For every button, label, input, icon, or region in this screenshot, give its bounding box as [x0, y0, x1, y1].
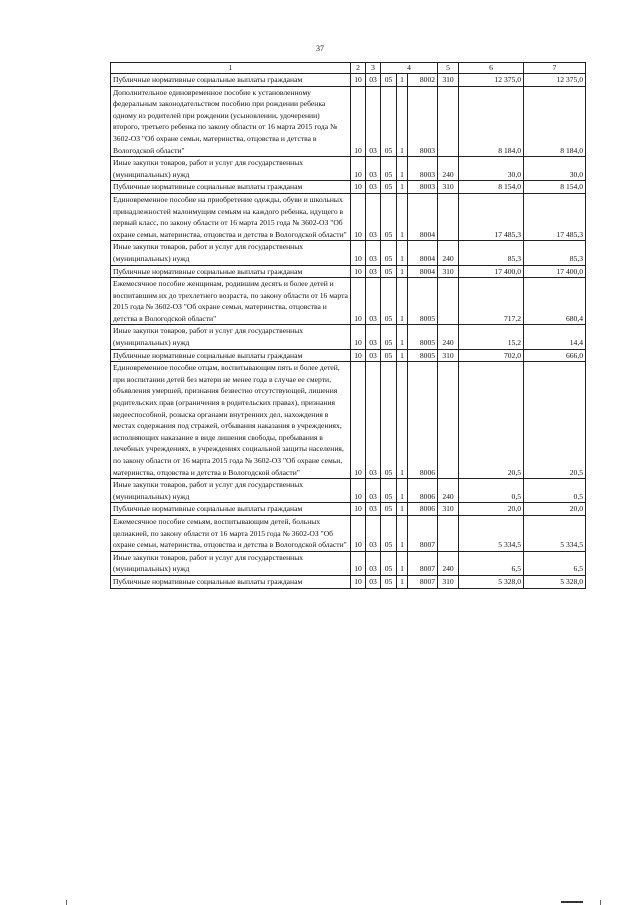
row-subsection-cell: 03	[366, 503, 381, 516]
row-direction-cell: 8005	[408, 278, 438, 325]
row-subprogram-cell: 1	[397, 575, 408, 588]
row-subsection-cell: 03	[366, 325, 381, 349]
scan-mark	[561, 901, 583, 903]
row-name-cell: Ежемесячное пособие женщинам, родившим десять и более детей и воспитавшим их до трехлетнего возраста, по закону области от 16 марта 2015 года № 3602-ОЗ "Об охране семьи, материнства, отцовства и детства в Вологодской области"	[111, 278, 351, 325]
row-name-cell: Иные закупки товаров, работ и услуг для государственных (муниципальных) нужд	[111, 325, 351, 349]
row-subprogram-cell: 1	[397, 349, 408, 362]
row-section-cell: 10	[351, 241, 366, 265]
row-name-cell: Иные закупки товаров, работ и услуг для государственных (муниципальных) нужд	[111, 479, 351, 503]
row-subprogram-cell: 1	[397, 157, 408, 181]
row-amount-year1-cell: 702,0	[459, 349, 524, 362]
row-amount-year2-cell: 6,5	[524, 551, 586, 575]
row-expense-type-cell: 310	[438, 181, 459, 194]
row-direction-cell: 8004	[408, 241, 438, 265]
row-amount-year2-cell: 20,0	[524, 503, 586, 516]
row-program-cell: 05	[381, 503, 397, 516]
row-section-cell: 10	[351, 325, 366, 349]
row-amount-year2-cell: 17 485,3	[524, 193, 586, 240]
row-program-cell: 05	[381, 181, 397, 194]
row-expense-type-cell	[438, 362, 459, 479]
row-subsection-cell: 03	[366, 181, 381, 194]
row-name-cell: Дополнительное единовременное пособие к установленному федеральным законодательством пособию при рождении ребенка одному из родителей при рождении (усыновлении, удочерении) второго, третьего ребенка по закону области от 16 марта 2015 года № 3602-ОЗ "Об охране семьи, материнства, отцовства и детства в Вологодской области"	[111, 86, 351, 157]
row-amount-year1-cell: 15,2	[459, 325, 524, 349]
row-amount-year1-cell: 17 400,0	[459, 265, 524, 278]
row-program-cell: 05	[381, 193, 397, 240]
row-program-cell: 05	[381, 479, 397, 503]
table-row	[111, 479, 586, 503]
table-row	[111, 362, 586, 479]
row-section-cell: 10	[351, 181, 366, 194]
row-direction-cell: 8005	[408, 325, 438, 349]
row-program-cell: 05	[381, 362, 397, 479]
row-expense-type-cell: 240	[438, 241, 459, 265]
row-expense-type-cell	[438, 278, 459, 325]
row-name-cell: Публичные нормативные социальные выплаты гражданам	[111, 74, 351, 87]
table-row	[111, 503, 586, 516]
table-row	[111, 265, 586, 278]
row-expense-type-cell	[438, 86, 459, 157]
table-row	[111, 551, 586, 575]
row-subsection-cell: 03	[366, 349, 381, 362]
row-amount-year1-cell: 8 154,0	[459, 181, 524, 194]
row-name-cell: Иные закупки товаров, работ и услуг для государственных (муниципальных) нужд	[111, 551, 351, 575]
header-cell: 1	[111, 63, 351, 74]
row-subprogram-cell: 1	[397, 551, 408, 575]
row-amount-year1-cell: 717,2	[459, 278, 524, 325]
row-subprogram-cell: 1	[397, 362, 408, 479]
row-subsection-cell: 03	[366, 193, 381, 240]
row-amount-year1-cell: 0,5	[459, 479, 524, 503]
table-body	[111, 63, 586, 589]
row-amount-year1-cell: 20,0	[459, 503, 524, 516]
row-direction-cell: 8003	[408, 157, 438, 181]
row-section-cell: 10	[351, 515, 366, 551]
row-subsection-cell: 03	[366, 515, 381, 551]
row-direction-cell: 8004	[408, 265, 438, 278]
row-amount-year2-cell: 30,0	[524, 157, 586, 181]
row-subprogram-cell: 1	[397, 503, 408, 516]
row-direction-cell: 8002	[408, 74, 438, 87]
row-amount-year2-cell: 666,0	[524, 349, 586, 362]
row-expense-type-cell	[438, 193, 459, 240]
row-name-cell: Ежемесячное пособие семьям, воспитывающим детей, больных целиакией, по закону области от 16 марта 2015 года № 3602-ОЗ "Об охране семьи, материнства, отцовства и детства в Вологодской области"	[111, 515, 351, 551]
row-expense-type-cell: 240	[438, 157, 459, 181]
row-amount-year1-cell: 12 375,0	[459, 74, 524, 87]
row-amount-year1-cell: 6,5	[459, 551, 524, 575]
header-cell: 4	[381, 63, 438, 74]
row-subprogram-cell: 1	[397, 181, 408, 194]
row-amount-year2-cell: 680,4	[524, 278, 586, 325]
row-amount-year2-cell: 12 375,0	[524, 74, 586, 87]
header-cell: 5	[438, 63, 459, 74]
table-row	[111, 515, 586, 551]
row-subsection-cell: 03	[366, 157, 381, 181]
row-amount-year2-cell: 5 328,0	[524, 575, 586, 588]
row-direction-cell: 8005	[408, 349, 438, 362]
table-header-row	[111, 63, 586, 74]
row-subsection-cell: 03	[366, 479, 381, 503]
row-direction-cell: 8003	[408, 181, 438, 194]
table-row	[111, 86, 586, 157]
row-amount-year1-cell: 17 485,3	[459, 193, 524, 240]
row-subsection-cell: 03	[366, 86, 381, 157]
budget-table	[110, 62, 586, 589]
row-name-cell: Публичные нормативные социальные выплаты гражданам	[111, 181, 351, 194]
row-subprogram-cell: 1	[397, 74, 408, 87]
table-row	[111, 349, 586, 362]
row-name-cell: Публичные нормативные социальные выплаты гражданам	[111, 575, 351, 588]
row-amount-year2-cell: 85,3	[524, 241, 586, 265]
row-program-cell: 05	[381, 515, 397, 551]
row-section-cell: 10	[351, 74, 366, 87]
row-amount-year1-cell: 8 184,0	[459, 86, 524, 157]
row-section-cell: 10	[351, 193, 366, 240]
row-expense-type-cell: 310	[438, 265, 459, 278]
row-subprogram-cell: 1	[397, 193, 408, 240]
row-subprogram-cell: 1	[397, 265, 408, 278]
row-program-cell: 05	[381, 265, 397, 278]
row-amount-year2-cell: 5 334,5	[524, 515, 586, 551]
row-amount-year2-cell: 20,5	[524, 362, 586, 479]
row-amount-year1-cell: 5 328,0	[459, 575, 524, 588]
row-expense-type-cell: 310	[438, 503, 459, 516]
row-amount-year1-cell: 5 334,5	[459, 515, 524, 551]
row-subsection-cell: 03	[366, 74, 381, 87]
row-program-cell: 05	[381, 74, 397, 87]
row-section-cell: 10	[351, 157, 366, 181]
row-section-cell: 10	[351, 362, 366, 479]
row-direction-cell: 8004	[408, 193, 438, 240]
header-cell: 3	[366, 63, 381, 74]
table-row	[111, 74, 586, 87]
table-row	[111, 181, 586, 194]
row-name-cell: Публичные нормативные социальные выплаты гражданам	[111, 349, 351, 362]
row-subprogram-cell: 1	[397, 479, 408, 503]
row-amount-year2-cell: 17 400,0	[524, 265, 586, 278]
row-section-cell: 10	[351, 278, 366, 325]
row-program-cell: 05	[381, 157, 397, 181]
row-direction-cell: 8006	[408, 479, 438, 503]
row-subsection-cell: 03	[366, 241, 381, 265]
table-row	[111, 278, 586, 325]
row-subprogram-cell: 1	[397, 241, 408, 265]
table-row	[111, 157, 586, 181]
row-subprogram-cell: 1	[397, 278, 408, 325]
row-subsection-cell: 03	[366, 551, 381, 575]
row-direction-cell: 8006	[408, 503, 438, 516]
row-section-cell: 10	[351, 503, 366, 516]
table-row	[111, 325, 586, 349]
row-section-cell: 10	[351, 575, 366, 588]
row-subprogram-cell: 1	[397, 86, 408, 157]
row-direction-cell: 8006	[408, 362, 438, 479]
row-subsection-cell: 03	[366, 362, 381, 479]
row-program-cell: 05	[381, 241, 397, 265]
row-direction-cell: 8007	[408, 515, 438, 551]
row-name-cell: Иные закупки товаров, работ и услуг для государственных (муниципальных) нужд	[111, 241, 351, 265]
row-expense-type-cell: 240	[438, 551, 459, 575]
table-row	[111, 193, 586, 240]
row-amount-year2-cell: 14,4	[524, 325, 586, 349]
table-row	[111, 575, 586, 588]
row-expense-type-cell: 310	[438, 74, 459, 87]
row-program-cell: 05	[381, 278, 397, 325]
row-amount-year2-cell: 8 154,0	[524, 181, 586, 194]
row-amount-year1-cell: 20,5	[459, 362, 524, 479]
header-cell: 6	[459, 63, 524, 74]
row-expense-type-cell	[438, 515, 459, 551]
row-subsection-cell: 03	[366, 265, 381, 278]
row-name-cell: Иные закупки товаров, работ и услуг для государственных (муниципальных) нужд	[111, 157, 351, 181]
row-section-cell: 10	[351, 479, 366, 503]
row-subsection-cell: 03	[366, 575, 381, 588]
scan-mark	[600, 900, 601, 905]
row-amount-year2-cell: 0,5	[524, 479, 586, 503]
header-cell: 2	[351, 63, 366, 74]
header-cell: 7	[524, 63, 586, 74]
row-name-cell: Публичные нормативные социальные выплаты гражданам	[111, 265, 351, 278]
row-expense-type-cell: 310	[438, 349, 459, 362]
row-direction-cell: 8003	[408, 86, 438, 157]
row-subprogram-cell: 1	[397, 325, 408, 349]
row-name-cell: Единовременное пособие отцам, воспитывающим пять и более детей, при воспитании детей без матери не менее года в случае ее смерти, объявления умершей, признания безвестно отсутствующей, лишения родительских прав (ограничения в родительских правах), признания недееспособной, розыска органами внутренних дел, нахождения в местах содержания под стражей, отбывания наказания в учреждениях, исполняющих наказание в виде лишения свободы, пребывания в лечебных учреждениях, в учреждениях социальной защиты населения, по закону области от 16 марта 2015 года № 3602-ОЗ "Об охране семьи, материнства, отцовства и детства в Вологодской области"	[111, 362, 351, 479]
row-amount-year2-cell: 8 184,0	[524, 86, 586, 157]
page-number: 37	[316, 44, 324, 53]
row-expense-type-cell: 240	[438, 479, 459, 503]
row-expense-type-cell: 240	[438, 325, 459, 349]
row-direction-cell: 8007	[408, 551, 438, 575]
scan-mark	[66, 900, 67, 905]
row-direction-cell: 8007	[408, 575, 438, 588]
row-amount-year1-cell: 85,3	[459, 241, 524, 265]
row-program-cell: 05	[381, 349, 397, 362]
row-expense-type-cell: 310	[438, 575, 459, 588]
row-program-cell: 05	[381, 551, 397, 575]
row-program-cell: 05	[381, 86, 397, 157]
row-section-cell: 10	[351, 265, 366, 278]
row-name-cell: Единовременное пособие на приобретение одежды, обуви и школьных принадлежностей малоимущим семьям на каждого ребенка, идущего в первый класс, по закону области от 16 марта 2015 года № 3602-ОЗ "Об охране семьи, материнства, отцовства и детства в Вологодской области"	[111, 193, 351, 240]
row-subsection-cell: 03	[366, 278, 381, 325]
row-amount-year1-cell: 30,0	[459, 157, 524, 181]
row-section-cell: 10	[351, 86, 366, 157]
row-program-cell: 05	[381, 325, 397, 349]
table-row	[111, 241, 586, 265]
row-subprogram-cell: 1	[397, 515, 408, 551]
row-program-cell: 05	[381, 575, 397, 588]
row-section-cell: 10	[351, 349, 366, 362]
row-section-cell: 10	[351, 551, 366, 575]
row-name-cell: Публичные нормативные социальные выплаты гражданам	[111, 503, 351, 516]
